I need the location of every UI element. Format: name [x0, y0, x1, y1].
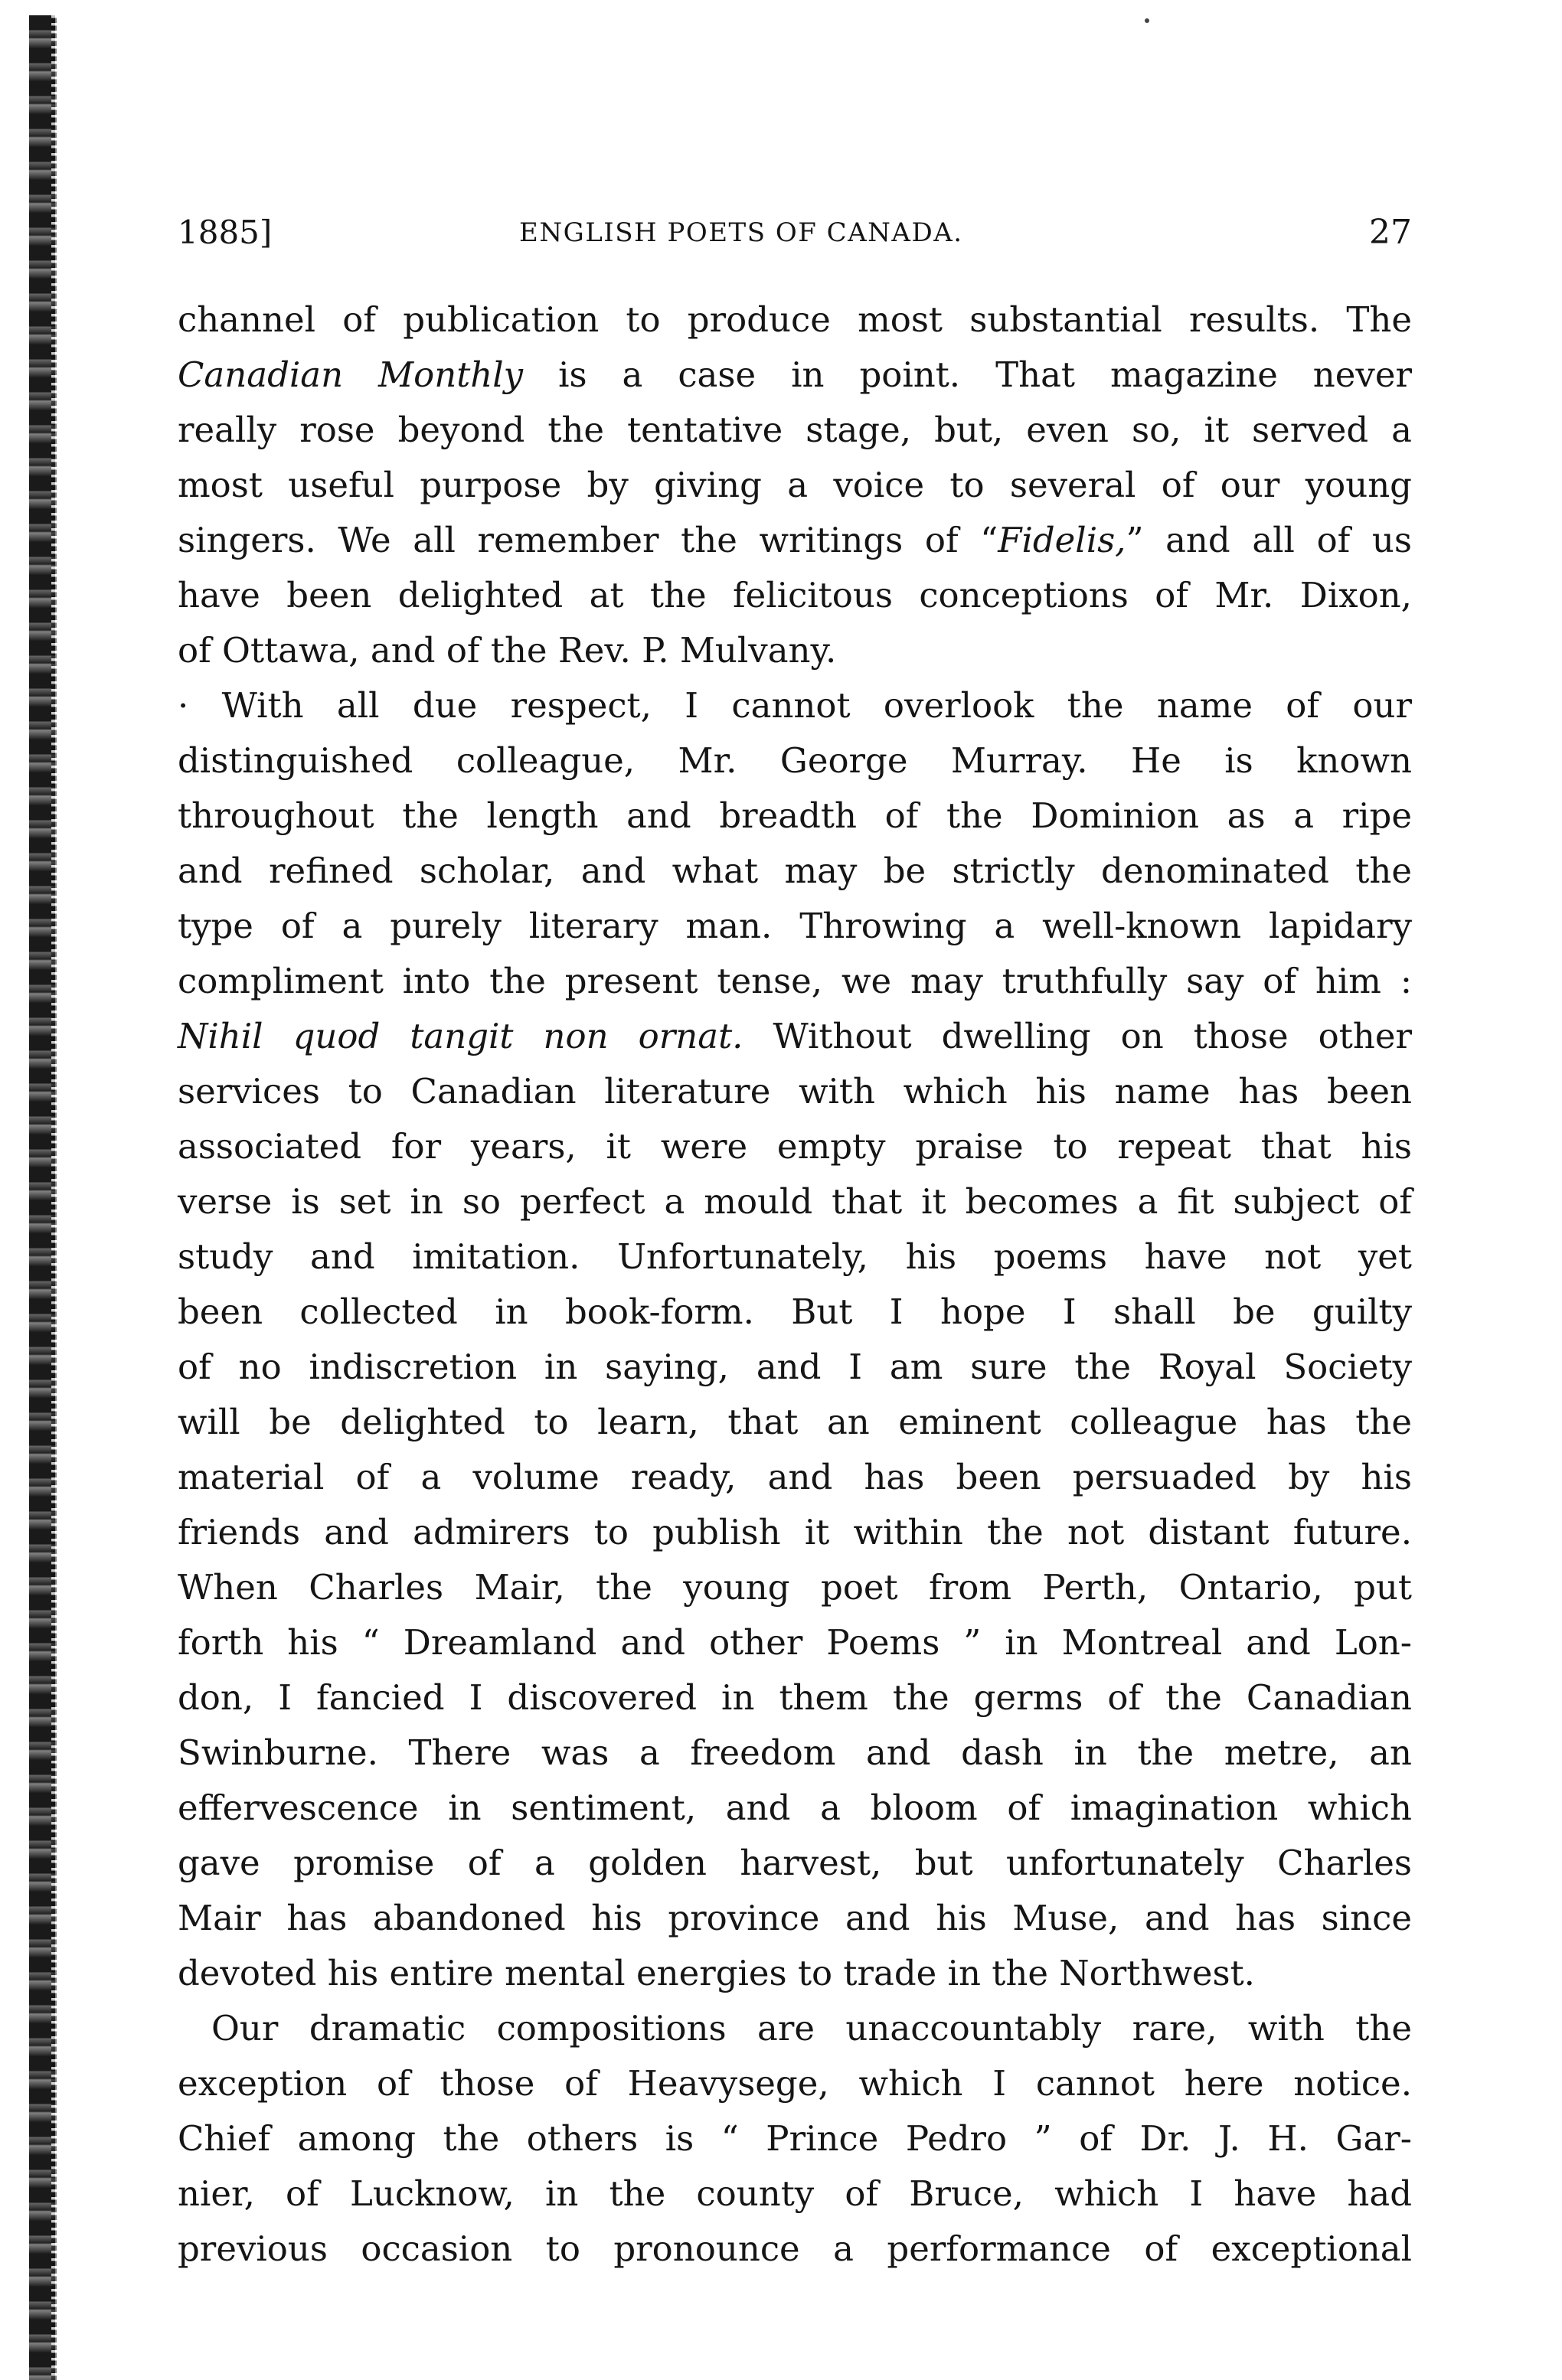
text-line: effervescence in sentiment, and a bloom of imagination which	[178, 1787, 1412, 1828]
body-text	[178, 292, 1412, 2277]
text-line: Canadian Monthly is a case in point. That magazine never	[178, 354, 1412, 395]
text-line: associated for years, it were empty praise to repeat that his	[178, 1126, 1412, 1167]
text-line: will be delighted to learn, that an eminent colleague has the	[178, 1402, 1412, 1442]
text-line: distinguished colleague, Mr. George Murray. He is known	[178, 740, 1412, 781]
page-number: 27	[1369, 213, 1412, 252]
paper-speck	[1145, 18, 1149, 23]
text-line: most useful purpose by giving a voice to several of our young	[178, 465, 1412, 505]
text-line: compliment into the present tense, we may truthfully say of him :	[178, 961, 1412, 1001]
text-line: services to Canadian literature with which his name has been	[178, 1071, 1412, 1112]
text-line: been collected in book-form. But I hope I shall be guilty	[178, 1291, 1412, 1332]
text-line: don, I fancied I discovered in them the germs of the Canadian	[178, 1677, 1412, 1718]
text-line: have been delighted at the felicitous conceptions of Mr. Dixon,	[178, 575, 1412, 615]
italic-title-canadian-monthly: Canadian Monthly	[178, 354, 524, 395]
text-line: really rose beyond the tentative stage, but, even so, it served a	[178, 410, 1412, 450]
text-line: previous occasion to pronounce a performance of exceptional	[178, 2228, 1412, 2269]
text-line: singers. We all remember the writings of “Fidelis,” and all of us	[178, 520, 1413, 560]
text-line-paragraph-end: of Ottawa, and of the Rev. P. Mulvany.	[178, 630, 837, 671]
text-line: Swinburne. There was a freedom and dash in the metre, an	[178, 1732, 1412, 1773]
text-line: throughout the length and breadth of the Dominion as a ripe	[178, 795, 1412, 836]
text-line: verse is set in so perfect a mould that it becomes a fit subject of	[178, 1181, 1412, 1222]
text-line: study and imitation. Unfortunately, his poems have not yet	[178, 1236, 1412, 1277]
text-line: of no indiscretion in saying, and I am sure the Royal Society	[178, 1347, 1412, 1387]
text-line-paragraph-start: Our dramatic compositions are unaccountably rare, with the	[211, 2008, 1412, 2049]
text-line: gave promise of a golden harvest, but unfortunately Charles	[178, 1843, 1412, 1883]
text-line: exception of those of Heavysege, which I cannot here notice.	[178, 2063, 1412, 2104]
text-line: nier, of Lucknow, in the county of Bruce, which I have had	[178, 2173, 1412, 2214]
text-line: Chief among the others is “ Prince Pedro ” of Dr. J. H. Gar-	[178, 2118, 1412, 2159]
text-line-paragraph-start: · With all due respect, I cannot overlook the name of our	[178, 685, 1412, 726]
text-line: Mair has abandoned his province and his Muse, and has since	[178, 1898, 1412, 1938]
text-line: forth his “ Dreamland and other Poems ” in Montreal and Lon-	[178, 1622, 1412, 1663]
text-line: type of a purely literary man. Throwing a well-known lapidary	[178, 906, 1412, 946]
text-line: material of a volume ready, and has been persuaded by his	[178, 1457, 1412, 1497]
running-head-year: 1885]	[178, 214, 273, 251]
text-line: When Charles Mair, the young poet from Perth, Ontario, put	[178, 1567, 1412, 1608]
book-binding-edge	[29, 15, 55, 2380]
text-line: friends and admirers to publish it within the not distant future.	[178, 1512, 1412, 1552]
text-line: channel of publication to produce most substantial results. The	[178, 299, 1412, 340]
text-line-paragraph-end: devoted his entire mental energies to trade in the Northwest.	[178, 1953, 1255, 1993]
italic-latin-quote: Nihil quod tangit non ornat.	[178, 1016, 743, 1056]
text-line: Nihil quod tangit non ornat. Without dwelling on those other	[178, 1016, 1412, 1056]
italic-name-fidelis: Fidelis,	[998, 520, 1126, 560]
running-head-title: ENGLISH POETS OF CANADA.	[519, 217, 963, 248]
running-head	[178, 207, 1412, 259]
text-line: and refined scholar, and what may be strictly denominated the	[178, 850, 1412, 891]
